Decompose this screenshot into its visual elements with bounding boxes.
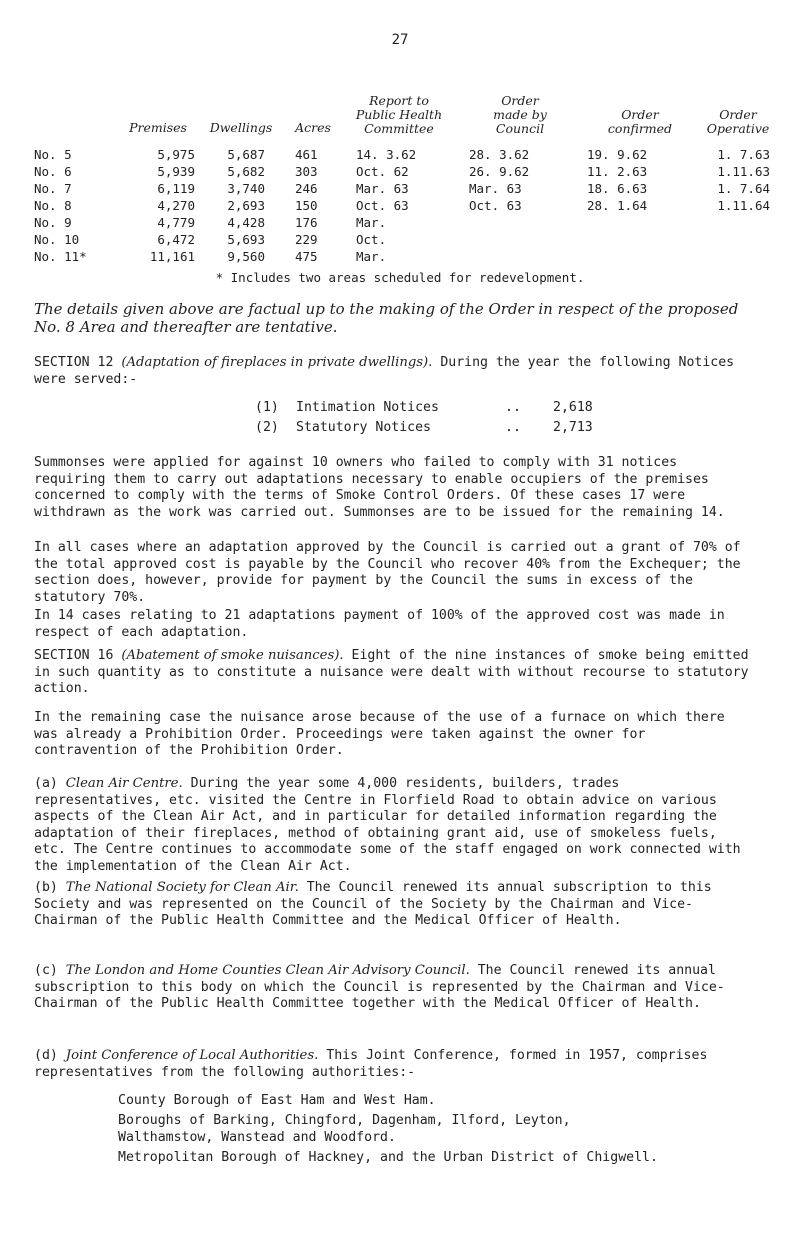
section-16-heading: SECTION 16 bbox=[34, 648, 114, 663]
section-12-para-1: Summonses were applied for against 10 owners who failed to comply with 31 notices requiring them to carry out adaptations necessary to enable occupiers of the premises concerned to comply with the terms of Smoke Control Orders. Of these cases 17 were withdrawn as the work was carried out. Summonses are to be issued for the remaining 14. bbox=[34, 455, 725, 520]
col-header-premises: Premises bbox=[129, 120, 187, 135]
cell-dwellings: 4,428 bbox=[227, 215, 265, 230]
authority-item: Metropolitan Borough of Hackney, and the Urban District of Chigwell. bbox=[118, 1150, 658, 1165]
cell-premises: 5,975 bbox=[157, 147, 195, 162]
row-label: No. 10 bbox=[34, 232, 80, 247]
cell-report: Oct. bbox=[356, 232, 387, 247]
notice-value: 2,713 bbox=[553, 420, 593, 435]
notice-label: Intimation Notices bbox=[296, 400, 439, 415]
authority-item: County Borough of East Ham and West Ham. bbox=[118, 1093, 436, 1108]
cell-premises: 4,270 bbox=[157, 198, 195, 213]
cell-order-operative: 1.11.63 bbox=[717, 164, 770, 179]
cell-dwellings: 5,687 bbox=[227, 147, 265, 162]
cell-dwellings: 5,693 bbox=[227, 232, 265, 247]
cell-premises: 4,779 bbox=[157, 215, 195, 230]
item-d-text: This Joint Conference, formed in 1957, comprises representatives from the following authorities:- bbox=[34, 1048, 708, 1080]
section-16-para-2: In the remaining case the nuisance arose because of the use of a furnace on which there was already a Prohibition Order. Proceedings were taken against the owner for contravention of the Prohibition Order. bbox=[34, 710, 725, 758]
cell-acres: 303 bbox=[295, 164, 318, 179]
cell-order-operative: 1.11.64 bbox=[717, 198, 770, 213]
cell-report: Mar. 63 bbox=[356, 181, 409, 196]
section-16-text: Eight of the nine instances of smoke being emitted in such quantity as to constitute a nuisance were dealt with without recourse to statutory action. bbox=[34, 648, 749, 696]
row-label: No. 11* bbox=[34, 249, 87, 264]
row-label: No. 7 bbox=[34, 181, 72, 196]
item-b-label: (b) bbox=[34, 880, 58, 895]
cell-dwellings: 3,740 bbox=[227, 181, 265, 196]
cell-acres: 246 bbox=[295, 181, 318, 196]
cell-report: Oct. 63 bbox=[356, 198, 409, 213]
notice-label: Statutory Notices bbox=[296, 420, 431, 435]
cell-acres: 461 bbox=[295, 147, 318, 162]
col-header-dwellings: Dwellings bbox=[209, 120, 273, 135]
cell-report: Mar. bbox=[356, 249, 387, 264]
section-12-para-2: In all cases where an adaptation approved by the Council is carried out a grant of 70% of the total approved cost is payable by the Council who recover 40% from the Exchequer; the section does, however, provide for payment by the Council the sums in excess of the statutory 70%. bbox=[34, 540, 741, 605]
section-12-intro-text: During the year the following Notices were served:- bbox=[34, 355, 735, 387]
cell-acres: 229 bbox=[295, 232, 318, 247]
cell-report: Mar. bbox=[356, 215, 387, 230]
cell-premises: 11,161 bbox=[149, 249, 195, 264]
notice-value: 2,618 bbox=[553, 400, 593, 415]
cell-order-confirmed: 19. 9.62 bbox=[587, 147, 648, 162]
notice-num: (1) bbox=[255, 400, 279, 415]
section-16-para-1 bbox=[34, 648, 754, 698]
item-d bbox=[34, 1048, 754, 1081]
item-c-label: (c) bbox=[34, 963, 58, 978]
item-c bbox=[34, 963, 754, 1013]
cell-report: Oct. 62 bbox=[356, 164, 409, 179]
item-b-text: The Council renewed its annual subscription to this Society and was represented on the Council of the Society by the Chairman and Vice-Chairman of the Public Health Committee and the Medical Officer of Health. bbox=[34, 880, 712, 928]
cell-order-confirmed: 28. 1.64 bbox=[587, 198, 648, 213]
item-a-label: (a) bbox=[34, 776, 58, 791]
cell-order-made: 26. 9.62 bbox=[469, 164, 530, 179]
cell-premises: 5,939 bbox=[157, 164, 195, 179]
details-note: The details given above are factual up to the making of the Order in respect of the proposed No. 8 Area and thereafter are tentative. bbox=[34, 300, 739, 336]
cell-order-made: Oct. 63 bbox=[469, 198, 522, 213]
section-12-title: (Adaptation of fireplaces in private dwellings). bbox=[121, 355, 433, 370]
cell-order-made: 28. 3.62 bbox=[469, 147, 530, 162]
row-label: No. 5 bbox=[34, 147, 72, 162]
cell-order-operative: 1. 7.64 bbox=[717, 181, 770, 196]
section-12-intro bbox=[34, 355, 754, 388]
section-16-title: (Abatement of smoke nuisances). bbox=[121, 648, 344, 663]
item-b bbox=[34, 880, 754, 930]
cell-dwellings: 2,693 bbox=[227, 198, 265, 213]
cell-acres: 176 bbox=[295, 215, 318, 230]
authority-item: Boroughs of Barking, Chingford, Dagenham, Ilford, Leyton, Walthamstow, Wanstead and Woodford. bbox=[118, 1113, 571, 1145]
notice-dots: .. bbox=[505, 420, 521, 435]
cell-premises: 6,472 bbox=[157, 232, 195, 247]
col-header-acres: Acres bbox=[295, 120, 331, 135]
item-a-title: Clean Air Centre. bbox=[65, 776, 183, 791]
item-a bbox=[34, 776, 754, 875]
cell-order-confirmed: 11. 2.63 bbox=[587, 164, 648, 179]
notice-num: (2) bbox=[255, 420, 279, 435]
item-a-text: During the year some 4,000 residents, builders, trades representatives, etc. visited the Centre in Florfield Road to obtain advice on various aspects of the Clean Air Act, and in particular for detailed information regarding the adaptation of their fireplaces, method of obtaining grant aid, use of smokeless fuels, etc. The Centre continues to accommodate some of the staff engaged on work connected with the implementation of the Clean Air Act. bbox=[34, 776, 741, 874]
row-label: No. 9 bbox=[34, 215, 72, 230]
col-header-report: Report to Public Health Committee bbox=[355, 93, 443, 136]
item-c-title: The London and Home Counties Clean Air Advisory Council. bbox=[65, 963, 470, 978]
cell-order-confirmed: 18. 6.63 bbox=[587, 181, 648, 196]
cell-dwellings: 5,682 bbox=[227, 164, 265, 179]
col-header-order-confirmed: Order confirmed bbox=[607, 107, 673, 136]
item-b-title: The National Society for Clean Air. bbox=[65, 880, 299, 895]
section-12-heading: SECTION 12 bbox=[34, 355, 114, 370]
cell-order-operative: 1. 7.63 bbox=[717, 147, 770, 162]
cell-report: 14. 3.62 bbox=[356, 147, 417, 162]
row-label: No. 8 bbox=[34, 198, 72, 213]
cell-acres: 150 bbox=[295, 198, 318, 213]
notice-dots: .. bbox=[505, 400, 521, 415]
cell-order-made: Mar. 63 bbox=[469, 181, 522, 196]
cell-acres: 475 bbox=[295, 249, 318, 264]
table-footnote: * Includes two areas scheduled for redevelopment. bbox=[215, 270, 585, 285]
item-d-label: (d) bbox=[34, 1048, 58, 1063]
col-header-order-operative: Order Operative bbox=[706, 107, 770, 136]
cell-dwellings: 9,560 bbox=[227, 249, 265, 264]
col-header-order-made: Order made by Council bbox=[493, 93, 547, 136]
row-label: No. 6 bbox=[34, 164, 72, 179]
cell-premises: 6,119 bbox=[157, 181, 195, 196]
page-number: 27 bbox=[391, 32, 409, 48]
item-d-title: Joint Conference of Local Authorities. bbox=[65, 1048, 319, 1063]
section-12-para-3: In 14 cases relating to 21 adaptations payment of 100% of the approved cost was made in respect of each adaptation. bbox=[34, 608, 725, 640]
item-c-text: The Council renewed its annual subscription to this body on which the Council is represented by the Chairman and Vice-Chairman of the Public Health Committee together with the Medical Officer of Health. bbox=[34, 963, 725, 1011]
